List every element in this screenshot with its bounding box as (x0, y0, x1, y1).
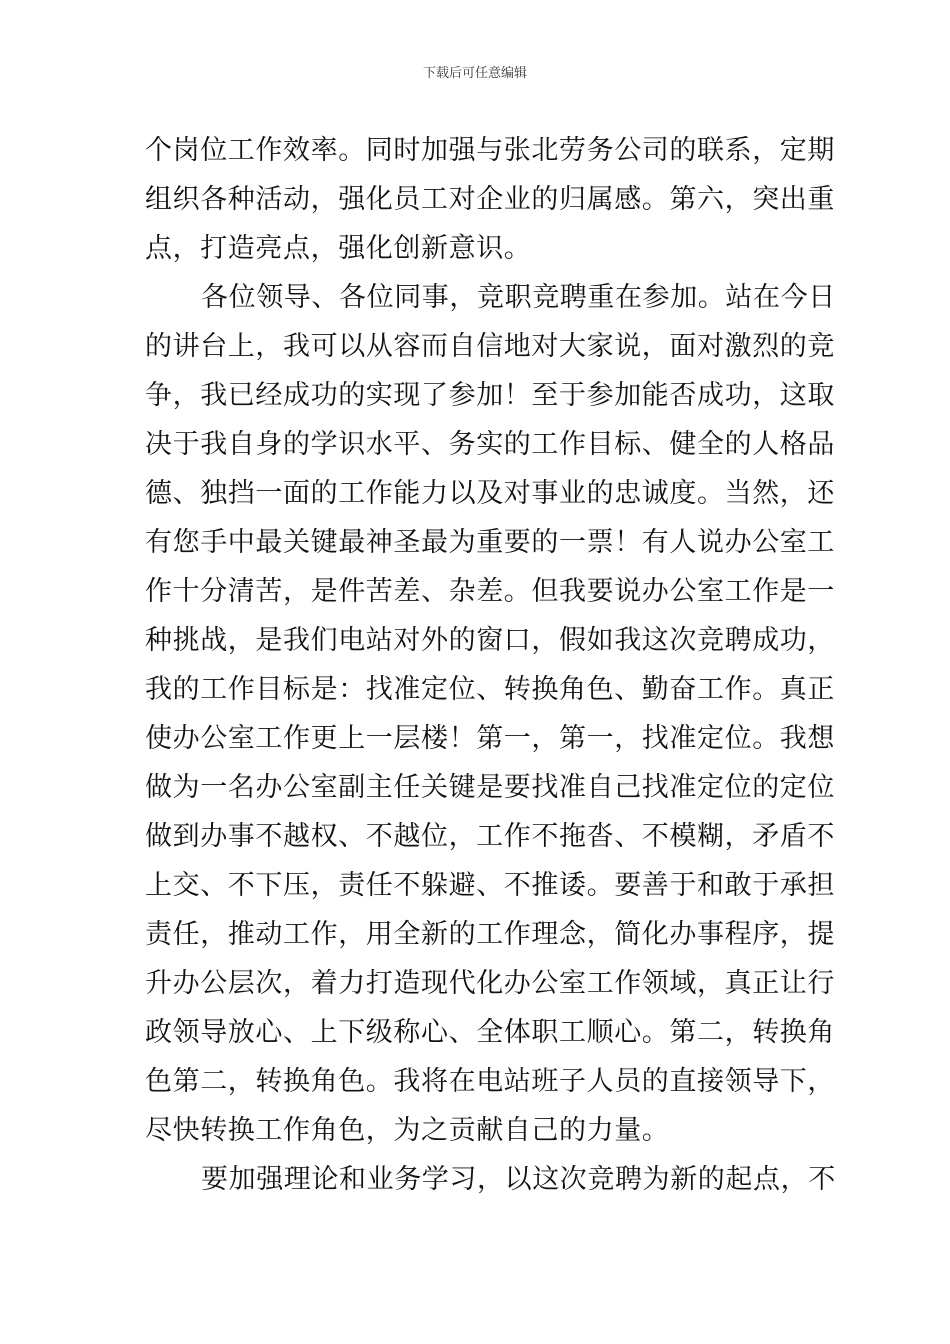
text-line: 我的工作目标是：找准定位、转换角色、勤奋工作。真正 (145, 674, 835, 705)
text-line: 有您手中最关键最神圣最为重要的一票！有人说办公室工 (145, 527, 835, 558)
text-line: 的讲台上，我可以从容而自信地对大家说，面对激烈的竞 (145, 331, 835, 362)
document-body (145, 126, 836, 1204)
text-line: 色第二，转换角色。我将在电站班子人员的直接领导下， (145, 1066, 835, 1097)
text-line: 做为一名办公室副主任关键是要找准自己找准定位的定位 (145, 772, 835, 803)
text-line: 上交、不下压，责任不躲避、不推诿。要善于和敢于承担 (145, 870, 835, 901)
text-line: 决于我自身的学识水平、务实的工作目标、健全的人格品 (145, 429, 835, 460)
text-line: 升办公层次，着力打造现代化办公室工作领域，真正让行 (145, 968, 835, 999)
text-line: 尽快转换工作角色，为之贡献自己的力量。 (145, 1115, 670, 1146)
text-line: 使办公室工作更上一层楼！第一，第一，找准定位。我想 (145, 723, 835, 754)
text-line: 点，打造亮点，强化创新意识。 (145, 233, 532, 264)
text-line: 政领导放心、上下级称心、全体职工顺心。第二，转换角 (145, 1017, 835, 1048)
text-line: 德、独挡一面的工作能力以及对事业的忠诚度。当然，还 (145, 478, 835, 509)
text-line: 作十分清苦，是件苦差、杂差。但我要说办公室工作是一 (145, 576, 835, 607)
text-line: 组织各种活动，强化员工对企业的归属感。第六，突出重 (145, 184, 835, 215)
text-line: 争，我已经成功的实现了参加！至于参加能否成功，这取 (145, 380, 835, 411)
paragraph-start-line: 各位领导、各位同事，竞职竞聘重在参加。站在今日 (201, 282, 836, 313)
page-header: 下载后可任意编辑 (422, 66, 527, 81)
text-line: 个岗位工作效率。同时加强与张北劳务公司的联系，定期 (145, 135, 835, 166)
text-line: 种挑战，是我们电站对外的窗口，假如我这次竞聘成功， (145, 625, 835, 656)
text-line: 做到办事不越权、不越位，工作不拖沓、不模糊，矛盾不 (145, 821, 835, 852)
text-line: 责任，推动工作，用全新的工作理念，简化办事程序，提 (145, 919, 835, 950)
paragraph-start-line: 要加强理论和业务学习，以这次竞聘为新的起点，不 (201, 1164, 836, 1195)
